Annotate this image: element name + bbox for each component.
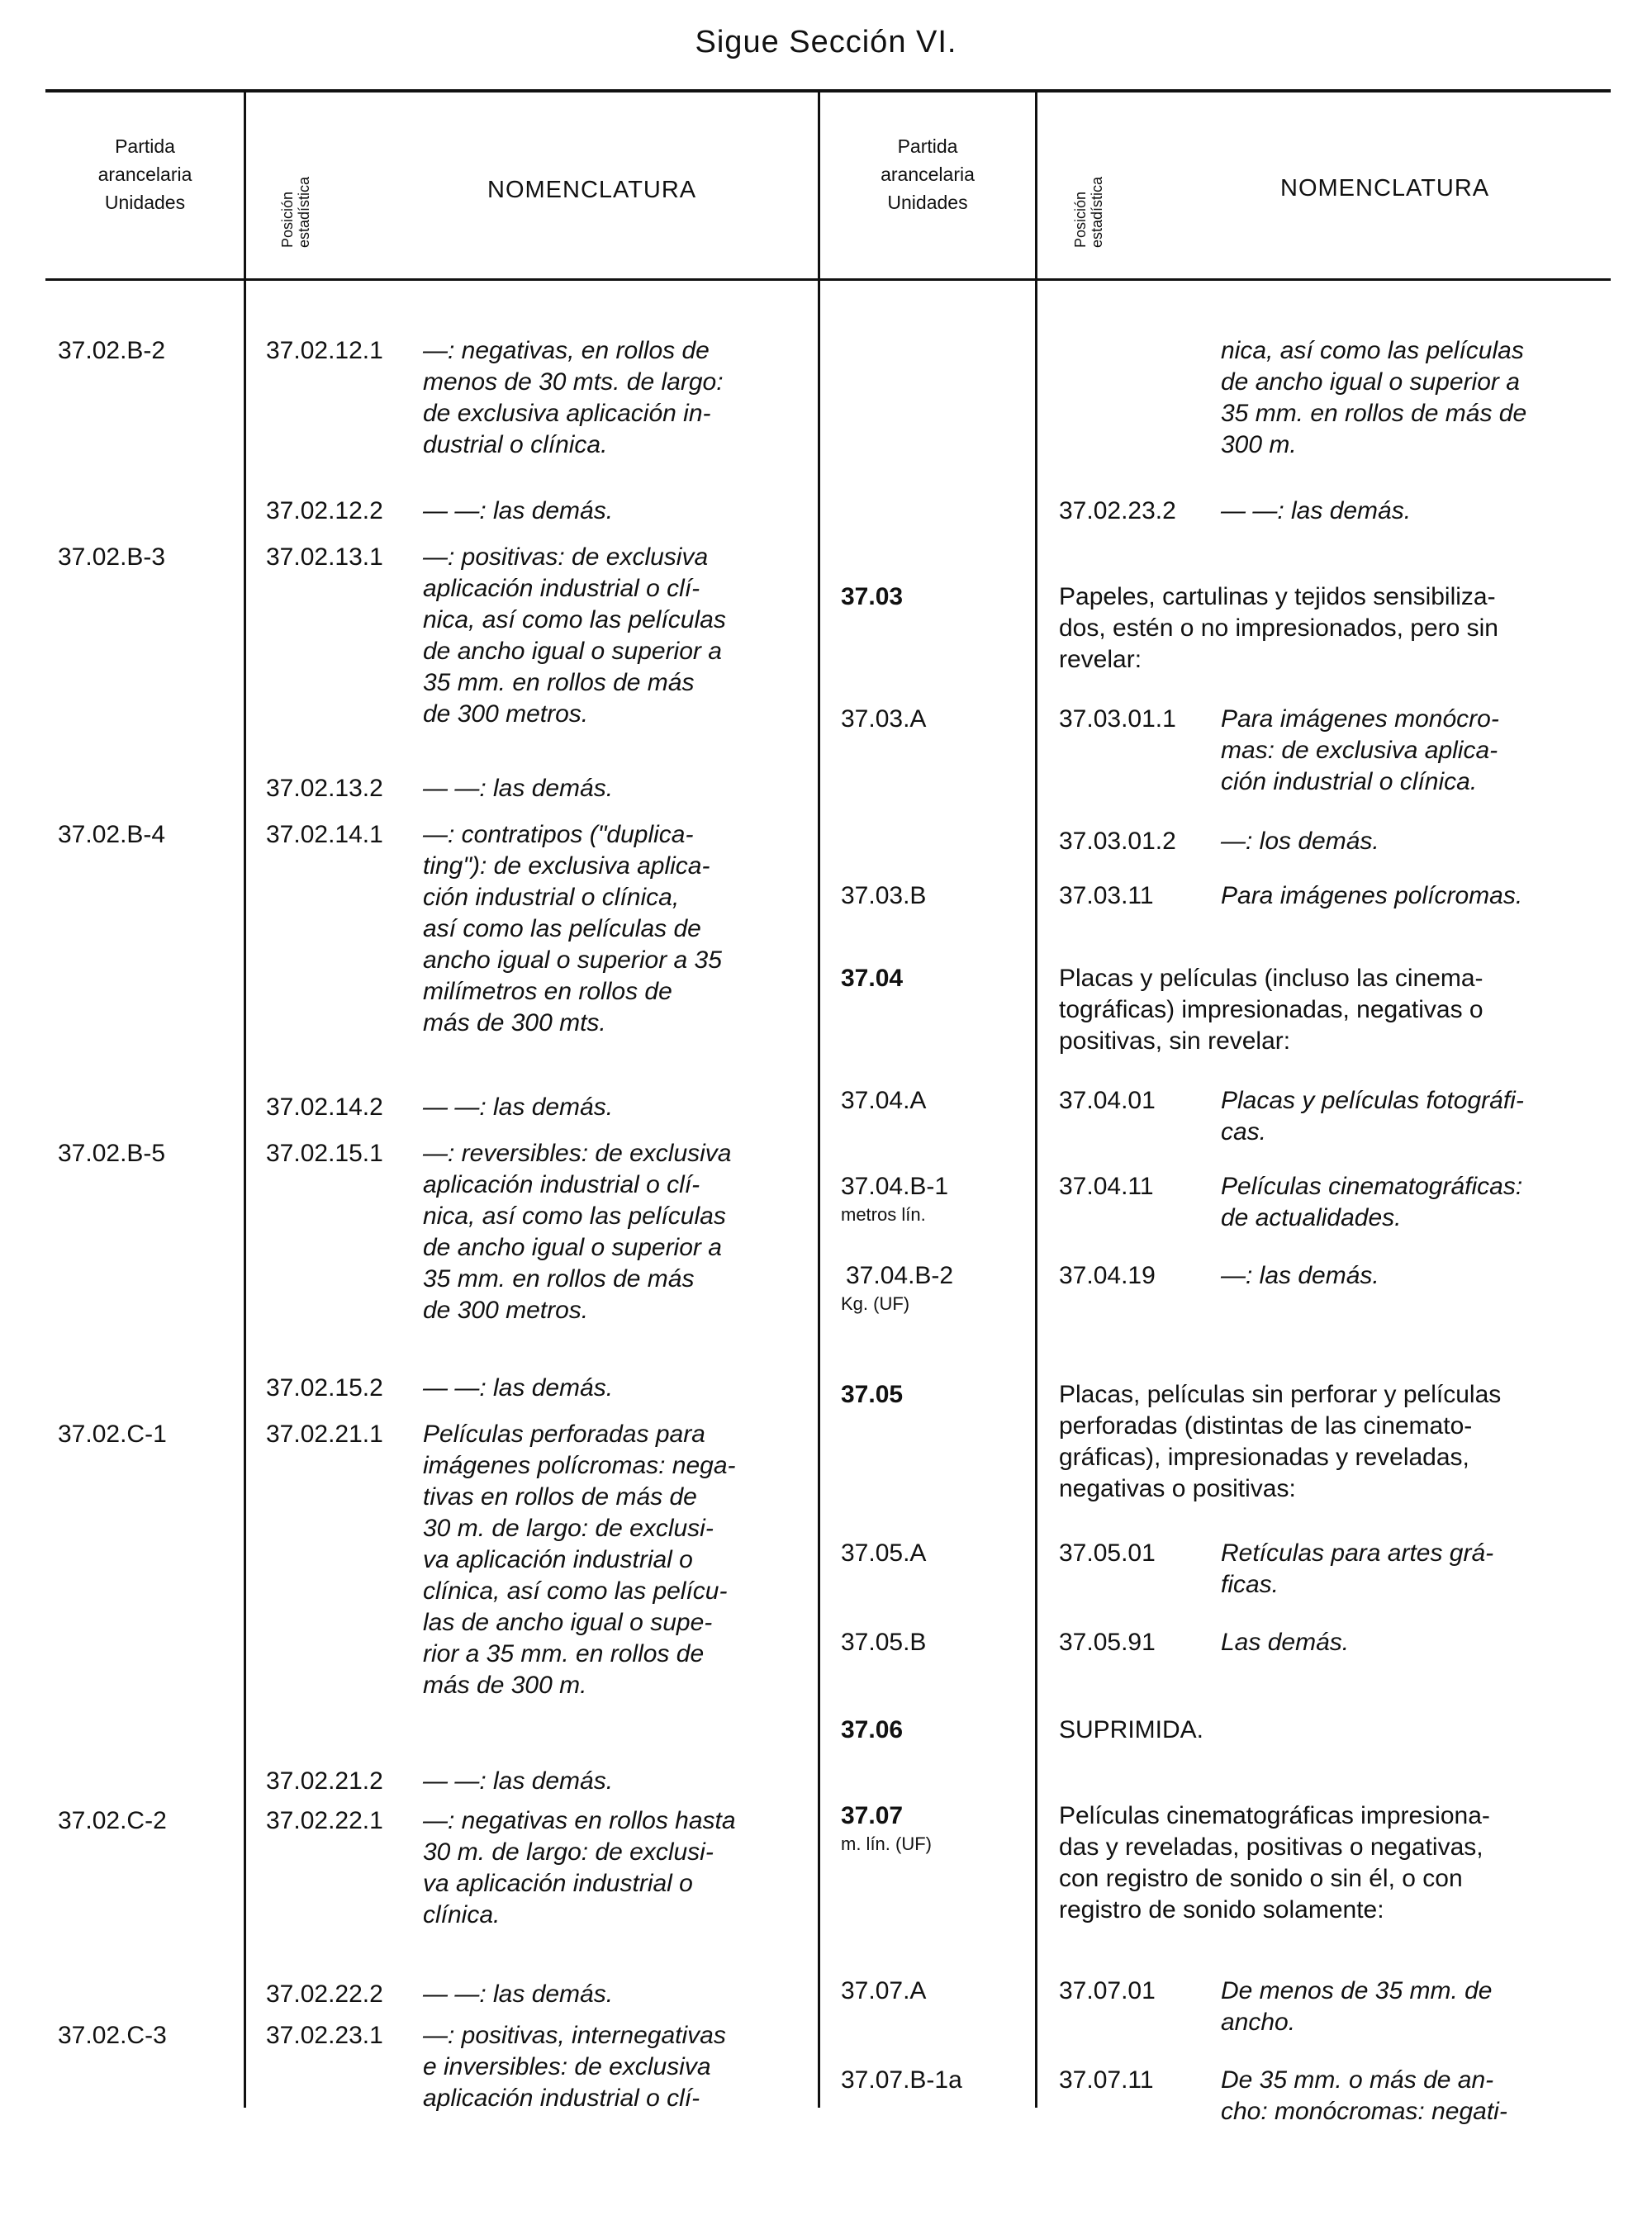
partida-code: 37.04 bbox=[841, 965, 904, 992]
entry-description bbox=[423, 542, 800, 730]
partida-code: 37.04.B-1 bbox=[841, 1173, 949, 1200]
header-posicion-line-2: estadística bbox=[296, 176, 312, 248]
position-code: 37.05.01 bbox=[1059, 1539, 1156, 1567]
desc-line: — —: las demás. bbox=[423, 1980, 614, 2008]
desc-line: Para imágenes monócro- bbox=[1221, 705, 1499, 733]
text-line: revelar: bbox=[1059, 646, 1142, 673]
entry-description bbox=[423, 1805, 800, 1931]
text-line: Películas cinematográficas impresiona- bbox=[1059, 1802, 1490, 1829]
desc-line: aplicación industrial o clí- bbox=[423, 1171, 700, 1198]
header-nomenclatura-right: NOMENCLATURA bbox=[1280, 175, 1490, 202]
partida-code: 37.02.C-2 bbox=[58, 1807, 167, 1834]
position-code: 37.02.15.1 bbox=[266, 1140, 383, 1167]
text-line: perforadas (distintas de las cinemato- bbox=[1059, 1412, 1473, 1440]
desc-line: más de 300 mts. bbox=[423, 1009, 606, 1036]
unit-label: Kg. (UF) bbox=[841, 1293, 910, 1314]
desc-line: 35 mm. en rollos de más bbox=[423, 669, 695, 696]
entry-description bbox=[1221, 2065, 1593, 2128]
desc-line: así como las películas de bbox=[423, 915, 701, 942]
text-line: positivas, sin revelar: bbox=[1059, 1027, 1291, 1055]
heading-text bbox=[1059, 1800, 1593, 1926]
text-line: registro de sonido solamente: bbox=[1059, 1896, 1384, 1924]
partida-code: 37.04.B-2 bbox=[846, 1262, 954, 1289]
desc-line: rior a 35 mm. en rollos de bbox=[423, 1640, 705, 1667]
text-line: tográficas) impresionadas, negativas o bbox=[1059, 996, 1483, 1023]
header-partida-line-1: Partida bbox=[897, 135, 958, 157]
header-partida-line-3: Unidades bbox=[104, 192, 186, 213]
position-code: 37.02.22.2 bbox=[266, 1980, 383, 2008]
desc-line: mas: de exclusiva aplica- bbox=[1221, 737, 1498, 764]
desc-line: aplicación industrial o clí- bbox=[423, 575, 700, 602]
text-line: Papeles, cartulinas y tejidos sensibiliza- bbox=[1059, 583, 1496, 610]
heading-text bbox=[1059, 581, 1593, 676]
entry-description bbox=[423, 1092, 800, 1123]
desc-line: ancho. bbox=[1221, 2009, 1296, 2036]
desc-line: — —: las demás. bbox=[423, 775, 614, 802]
entry-description bbox=[423, 496, 800, 527]
entry-description bbox=[1221, 1538, 1593, 1601]
desc-line: — —: las demás. bbox=[423, 1767, 614, 1795]
header-posicion-line-1: Posición bbox=[1072, 191, 1089, 248]
header-posicion-right bbox=[1072, 177, 1105, 248]
desc-line: dustrial o clínica. bbox=[423, 431, 608, 458]
desc-line: 35 mm. en rollos de más bbox=[423, 1265, 695, 1293]
partida-code: 37.05.A bbox=[841, 1539, 927, 1567]
partida-code: 37.03 bbox=[841, 583, 904, 610]
header-bottom-rule bbox=[45, 278, 1611, 281]
partida-code: 37.02.B-5 bbox=[58, 1140, 166, 1167]
desc-line: menos de 30 mts. de largo: bbox=[423, 368, 724, 396]
desc-line: —: reversibles: de exclusiva bbox=[423, 1140, 732, 1167]
text-line: dos, estén o no impresionados, pero sin bbox=[1059, 614, 1498, 642]
position-code: 37.07.01 bbox=[1059, 1977, 1156, 2004]
header-partida-line-2: arancelaria bbox=[97, 164, 192, 185]
col-divider-3 bbox=[1035, 92, 1037, 2108]
entry-description bbox=[1221, 880, 1593, 912]
desc-line: de 300 metros. bbox=[423, 700, 589, 728]
unit-label: metros lín. bbox=[841, 1204, 926, 1225]
position-code: 37.02.23.2 bbox=[1059, 497, 1176, 524]
col-divider-1 bbox=[244, 92, 246, 2108]
desc-line: clínica. bbox=[423, 1901, 501, 1928]
desc-line: — —: las demás. bbox=[1221, 497, 1412, 524]
unit-label: m. lín. (UF) bbox=[841, 1833, 932, 1854]
heading-text bbox=[1059, 963, 1593, 1057]
desc-line: 300 m. bbox=[1221, 431, 1297, 458]
desc-line: —: negativas en rollos hasta bbox=[423, 1807, 736, 1834]
entry-description bbox=[423, 1766, 800, 1797]
text-line: gráficas), impresionadas y reveladas, bbox=[1059, 1444, 1469, 1471]
desc-line: de ancho igual o superior a bbox=[423, 1234, 722, 1261]
position-code: 37.02.21.2 bbox=[266, 1767, 383, 1795]
entry-description bbox=[423, 1138, 800, 1326]
desc-line: de ancho igual o superior a bbox=[423, 638, 722, 665]
position-code: 37.02.21.1 bbox=[266, 1421, 383, 1448]
desc-line: tivas en rollos de más de bbox=[423, 1483, 697, 1511]
entry-description bbox=[423, 335, 800, 461]
header-partida-left bbox=[48, 132, 242, 216]
entry-description bbox=[1221, 335, 1593, 461]
position-code: 37.02.14.2 bbox=[266, 1093, 383, 1121]
desc-line: nica, así como las películas bbox=[1221, 337, 1524, 364]
position-code: 37.03.01.1 bbox=[1059, 705, 1176, 733]
position-code: 37.02.14.1 bbox=[266, 821, 383, 848]
entry-description bbox=[1221, 1627, 1593, 1658]
desc-line: ción industrial o clínica. bbox=[1221, 768, 1478, 795]
desc-line: más de 300 m. bbox=[423, 1672, 587, 1699]
desc-line: aplicación industrial o clí- bbox=[423, 2085, 700, 2112]
partida-code: 37.04.A bbox=[841, 1087, 927, 1114]
desc-line: ancho igual o superior a 35 bbox=[423, 946, 722, 974]
desc-line: De 35 mm. o más de an- bbox=[1221, 2066, 1494, 2094]
desc-line: — —: las demás. bbox=[423, 1093, 614, 1121]
desc-line: —: los demás. bbox=[1221, 828, 1379, 855]
desc-line: Retículas para artes grá- bbox=[1221, 1539, 1494, 1567]
desc-line: de actualidades. bbox=[1221, 1204, 1402, 1231]
desc-line: de ancho igual o superior a bbox=[1221, 368, 1520, 396]
heading-text bbox=[1059, 1379, 1593, 1505]
entry-description bbox=[423, 1979, 800, 2010]
table-top-rule bbox=[45, 89, 1611, 92]
entry-description bbox=[1221, 704, 1593, 798]
position-code: 37.05.91 bbox=[1059, 1629, 1156, 1656]
text-line: Placas, películas sin perforar y películas bbox=[1059, 1381, 1502, 1408]
position-code: 37.04.01 bbox=[1059, 1087, 1156, 1114]
header-partida-line-1: Partida bbox=[115, 135, 175, 157]
header-posicion-line-2: estadística bbox=[1089, 176, 1105, 248]
desc-line: de 300 metros. bbox=[423, 1297, 589, 1324]
partida-code: 37.06 bbox=[841, 1716, 904, 1743]
partida-code: 37.02.C-1 bbox=[58, 1421, 167, 1448]
position-code: 37.02.22.1 bbox=[266, 1807, 383, 1834]
heading-text bbox=[1059, 1715, 1593, 1746]
text-line: Placas y películas (incluso las cinema- bbox=[1059, 965, 1483, 992]
desc-line: ting"): de exclusiva aplica- bbox=[423, 852, 710, 880]
position-code: 37.02.12.1 bbox=[266, 337, 383, 364]
desc-line: 30 m. de largo: de exclusi- bbox=[423, 1515, 714, 1542]
entry-description bbox=[423, 1373, 800, 1404]
desc-line: imágenes polícromas: nega- bbox=[423, 1452, 736, 1479]
position-code: 37.02.23.1 bbox=[266, 2022, 383, 2049]
entry-description bbox=[1221, 1976, 1593, 2038]
header-posicion-line-1: Posición bbox=[279, 191, 296, 248]
entry-description bbox=[423, 819, 800, 1039]
desc-line: —: las demás. bbox=[1221, 1262, 1379, 1289]
partida-code: 37.05.B bbox=[841, 1629, 927, 1656]
header-partida-line-2: arancelaria bbox=[881, 164, 975, 185]
position-code: 37.03.01.2 bbox=[1059, 828, 1176, 855]
col-divider-2 bbox=[818, 92, 820, 2108]
header-partida-right bbox=[822, 132, 1033, 216]
desc-line: las de ancho igual o supe- bbox=[423, 1609, 713, 1636]
desc-line: 30 m. de largo: de exclusi- bbox=[423, 1838, 714, 1866]
entry-description bbox=[1221, 826, 1593, 857]
partida-code: 37.02.B-3 bbox=[58, 543, 166, 571]
desc-line: clínica, así como las pelícu- bbox=[423, 1577, 728, 1605]
desc-line: — —: las demás. bbox=[423, 1374, 614, 1402]
header-nomenclatura-left: NOMENCLATURA bbox=[487, 177, 697, 203]
desc-line: e inversibles: de exclusiva bbox=[423, 2053, 711, 2080]
position-code: 37.02.15.2 bbox=[266, 1374, 383, 1402]
partida-code: 37.07 bbox=[841, 1802, 904, 1829]
desc-line: ficas. bbox=[1221, 1571, 1279, 1598]
position-code: 37.02.13.1 bbox=[266, 543, 383, 571]
position-code: 37.04.11 bbox=[1059, 1173, 1154, 1200]
partida-code: 37.07.B-1a bbox=[841, 2066, 962, 2094]
partida-code: 37.07.A bbox=[841, 1977, 927, 2004]
desc-line: va aplicación industrial o bbox=[423, 1546, 693, 1573]
entry-description bbox=[423, 773, 800, 804]
text-line: con registro de sonido o sin él, o con bbox=[1059, 1865, 1463, 1892]
entry-description bbox=[1221, 1260, 1593, 1292]
partida-code: 37.02.B-2 bbox=[58, 337, 166, 364]
text-line: das y reveladas, positivas o negativas, bbox=[1059, 1833, 1483, 1861]
text-line: SUPRIMIDA. bbox=[1059, 1716, 1204, 1743]
desc-line: 35 mm. en rollos de más de bbox=[1221, 400, 1527, 427]
desc-line: —: negativas, en rollos de bbox=[423, 337, 710, 364]
position-code: 37.07.11 bbox=[1059, 2066, 1154, 2094]
desc-line: de exclusiva aplicación in- bbox=[423, 400, 711, 427]
desc-line: —: positivas, internegativas bbox=[423, 2022, 726, 2049]
position-code: 37.02.13.2 bbox=[266, 775, 383, 802]
desc-line: —: positivas: de exclusiva bbox=[423, 543, 709, 571]
entry-description bbox=[423, 2020, 800, 2114]
header-partida-line-3: Unidades bbox=[887, 192, 968, 213]
desc-line: Películas perforadas para bbox=[423, 1421, 705, 1448]
partida-code: 37.05 bbox=[841, 1381, 904, 1408]
position-code: 37.04.19 bbox=[1059, 1262, 1156, 1289]
desc-line: ción industrial o clínica, bbox=[423, 884, 680, 911]
partida-code: 37.02.B-4 bbox=[58, 821, 166, 848]
text-line: negativas o positivas: bbox=[1059, 1475, 1296, 1502]
desc-line: va aplicación industrial o bbox=[423, 1870, 693, 1897]
desc-line: — —: las demás. bbox=[423, 497, 614, 524]
desc-line: nica, así como las películas bbox=[423, 1202, 726, 1230]
desc-line: nica, así como las películas bbox=[423, 606, 726, 633]
desc-line: —: contratipos ("duplica- bbox=[423, 821, 694, 848]
page-title: Sigue Sección VI. bbox=[695, 25, 957, 59]
entry-description bbox=[423, 1419, 800, 1701]
desc-line: cho: monócromas: negati- bbox=[1221, 2098, 1507, 2125]
entry-description bbox=[1221, 496, 1593, 527]
desc-line: Para imágenes polícromas. bbox=[1221, 882, 1523, 909]
partida-code: 37.02.C-3 bbox=[58, 2022, 167, 2049]
position-code: 37.03.11 bbox=[1059, 882, 1154, 909]
desc-line: milímetros en rollos de bbox=[423, 978, 672, 1005]
desc-line: cas. bbox=[1221, 1118, 1267, 1146]
header-posicion-left bbox=[279, 177, 312, 248]
desc-line: De menos de 35 mm. de bbox=[1221, 1977, 1493, 2004]
entry-description bbox=[1221, 1171, 1593, 1234]
desc-line: Películas cinematográficas: bbox=[1221, 1173, 1523, 1200]
partida-code: 37.03.B bbox=[841, 882, 927, 909]
desc-line: Las demás. bbox=[1221, 1629, 1350, 1656]
desc-line: Placas y películas fotográfi- bbox=[1221, 1087, 1524, 1114]
entry-description bbox=[1221, 1085, 1593, 1148]
position-code: 37.02.12.2 bbox=[266, 497, 383, 524]
partida-code: 37.03.A bbox=[841, 705, 927, 733]
